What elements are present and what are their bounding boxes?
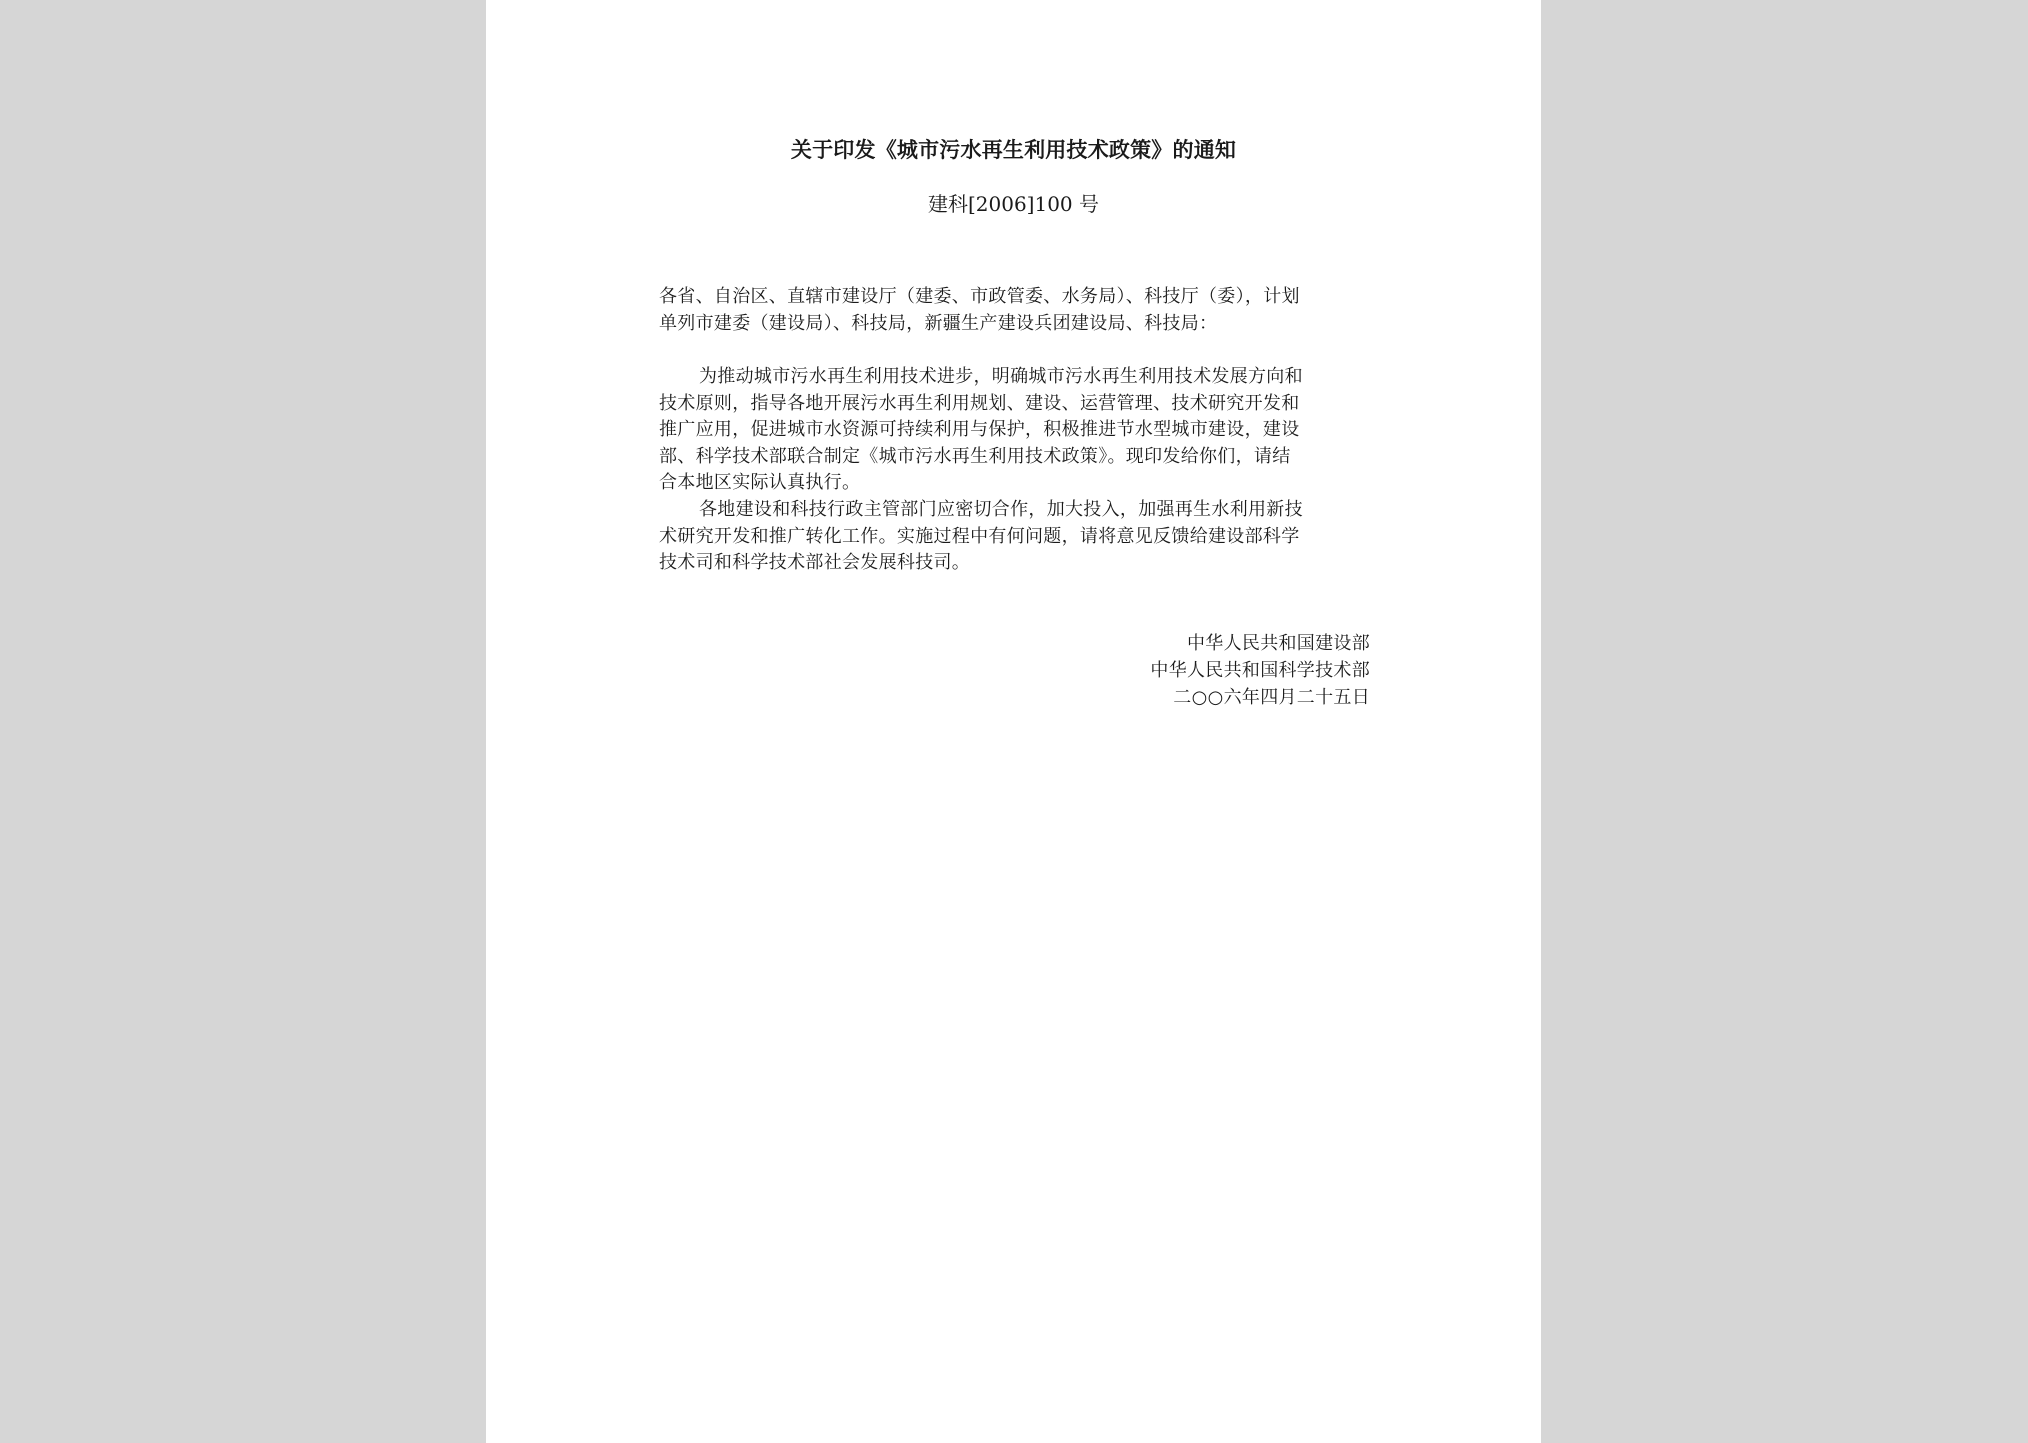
paragraph-line: 为推动城市污水再生利用技术进步，明确城市污水再生利用技术发展方向和 — [699, 366, 1303, 387]
paragraph-line: 推广应用，促进城市水资源可持续利用与保护，积极推进节水型城市建设，建设 — [659, 419, 1300, 440]
addressee-line: 各省、自治区、直辖市建设厅（建委、市政管委、水务局）、科技厅（委），计划 — [659, 286, 1300, 307]
document-number: 建科[2006]100 号 — [927, 192, 1100, 216]
issuer-name: 中华人民共和国建设部 — [1187, 633, 1370, 654]
paragraph-1 — [659, 364, 1370, 497]
paragraph-line: 技术司和科学技术部社会发展科技司。 — [659, 552, 971, 573]
paragraph-line: 合本地区实际认真执行。 — [659, 472, 861, 493]
addressee-block — [659, 284, 1370, 337]
signature-block — [1150, 630, 1370, 711]
issuer-name: 中华人民共和国科学技术部 — [1150, 660, 1370, 681]
paragraph-2 — [659, 497, 1370, 577]
document-page — [486, 0, 1541, 1443]
paragraph-line: 部、科学技术部联合制定《城市污水再生利用技术政策》。现印发给你们，请结 — [659, 445, 1291, 467]
paragraph-line: 术研究开发和推广转化工作。实施过程中有何问题，请将意见反馈给建设部科学 — [659, 525, 1300, 547]
addressee-line: 单列市建委（建设局）、科技局，新疆生产建设兵团建设局、科技局： — [659, 312, 1218, 334]
issue-date: 二○○六年四月二十五日 — [1173, 687, 1370, 708]
paragraph-line: 各地建设和科技行政主管部门应密切合作，加大投入，加强再生水利用新技 — [699, 499, 1303, 520]
paragraph-line: 技术原则，指导各地开展污水再生利用规划、建设、运营管理、技术研究开发和 — [659, 392, 1300, 414]
document-title: 关于印发《城市污水再生利用技术政策》的通知 — [790, 137, 1237, 162]
